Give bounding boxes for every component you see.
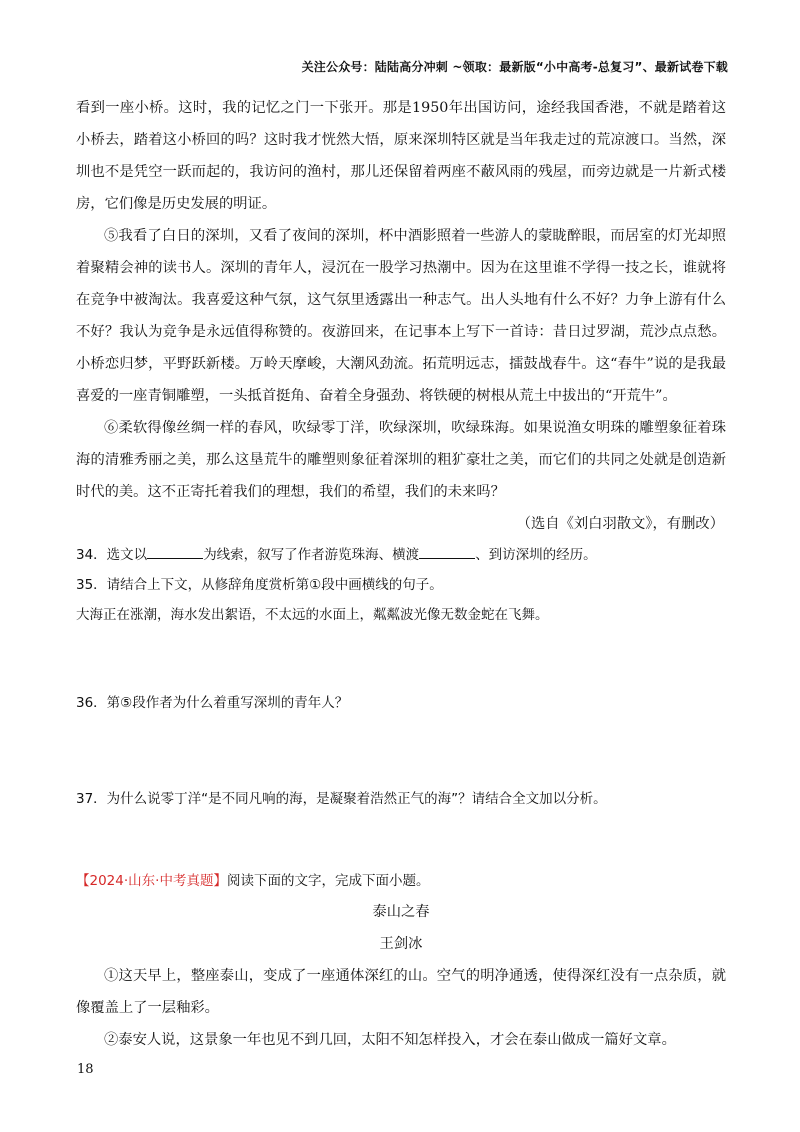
page-header: 关注公众号：陆陆高分冲刺 ~领取：最新版“小中高考-总复习”、最新试卷下载 — [301, 60, 728, 74]
page-content — [76, 92, 726, 1056]
article-paragraph-2: ②泰安人说，这景象一年也见不到几回，太阳不知怎样投入，才会在泰山做成一篇好文章。 — [104, 1032, 676, 1048]
question-35: 35．请结合上下文，从修辞角度赏析第①段中画横线的句子。 — [76, 577, 443, 593]
answer-space-37 — [76, 814, 726, 866]
section-intro — [76, 866, 726, 896]
passage-paragraph-continued: 看到一座小桥。这时，我的记忆之门一下张开。那是1950年出国访问，途经我国香港，不就是踏着这小桥去，踏着这小桥回的吗？这时我才恍然大悟，原来深圳特区就是当年我走过的荒凉渡口。当然，深圳也不是凭空一跃而起的，我访问的渔村，那儿还保留着两座不蔽风雨的残屋，而旁边就是一片新式楼房，它们像是历史发展的明证。 — [76, 100, 726, 212]
passage-source: （选自《刘白羽散文》，有删改） — [516, 516, 724, 532]
answer-space-35 — [76, 630, 726, 688]
passage-paragraph-5: ⑤我看了白日的深圳，又看了夜间的深圳，杯中酒影照着一些游人的蒙眬醉眼，而居室的灯光却照着聚精会神的读书人。深圳的青年人，浸沉在一股学习热潮中。因为在这里谁不学得一技之长，谁就将在竞争中被淘汰。我喜爱这种气氛，这气氛里透露出一种志气。出人头地有什么不好？力争上游有什么不好？我认为竞争是永远值得称赞的。夜游回来，在记事本上写下一首诗：昔日过罗湖，荒沙点点愁。小桥恋归梦，平野跃新楼。万岭天摩峻，大潮风劲流。拓荒明远志，擂鼓战春牛。这“春牛”说的是我最喜爱的一座青铜雕塑，一头抵首挺角、奋着全身强劲、将铁硬的树根从荒土中拔出的“开荒牛”。 — [76, 228, 726, 404]
exam-source-tag: 【2024·山东·中考真题】 — [76, 873, 227, 889]
answer-blank-2[interactable] — [419, 543, 475, 559]
question-34-part-a: 34．选文以 — [76, 547, 148, 563]
question-34-part-c: 、到访深圳的经历。 — [475, 547, 597, 563]
article-title: 泰山之春 — [372, 904, 430, 920]
question-36: 36．第⑤段作者为什么着重写深圳的青年人？ — [76, 695, 349, 711]
question-34-part-b: 为线索，叙写了作者游览珠海、横渡 — [203, 547, 420, 563]
answer-blank-1[interactable] — [147, 543, 203, 559]
page-number: 18 — [77, 1062, 94, 1077]
answer-space-36 — [76, 718, 726, 784]
question-37: 37．为什么说零丁洋“是不同凡响的海，是凝聚着浩然正气的海”？请结合全文加以分析。 — [76, 791, 607, 807]
section-instruction: 阅读下面的文字，完成下面小题。 — [226, 873, 430, 889]
question-35-sentence: 大海正在涨潮，海水发出絮语，不太远的水面上，粼粼波光像无数金蛇在飞舞。 — [76, 607, 549, 623]
question-34 — [76, 540, 726, 570]
passage-paragraph-6: ⑥柔软得像丝绸一样的春风，吹绿零丁洋，吹绿深圳，吹绿珠海。如果说渔女明珠的雕塑象征着珠海的清雅秀丽之美，那么这垦荒牛的雕塑则象征着深圳的粗犷豪壮之美，而它们的共同之处就是创造新时代的美。这不正寄托着我们的理想，我们的希望，我们的未来吗？ — [76, 420, 726, 500]
article-paragraph-1: ①这天早上，整座泰山，变成了一座通体深红的山。空气的明净通透，使得深红没有一点杂质，就像覆盖上了一层釉彩。 — [76, 968, 726, 1016]
article-author: 王剑冰 — [379, 936, 423, 952]
